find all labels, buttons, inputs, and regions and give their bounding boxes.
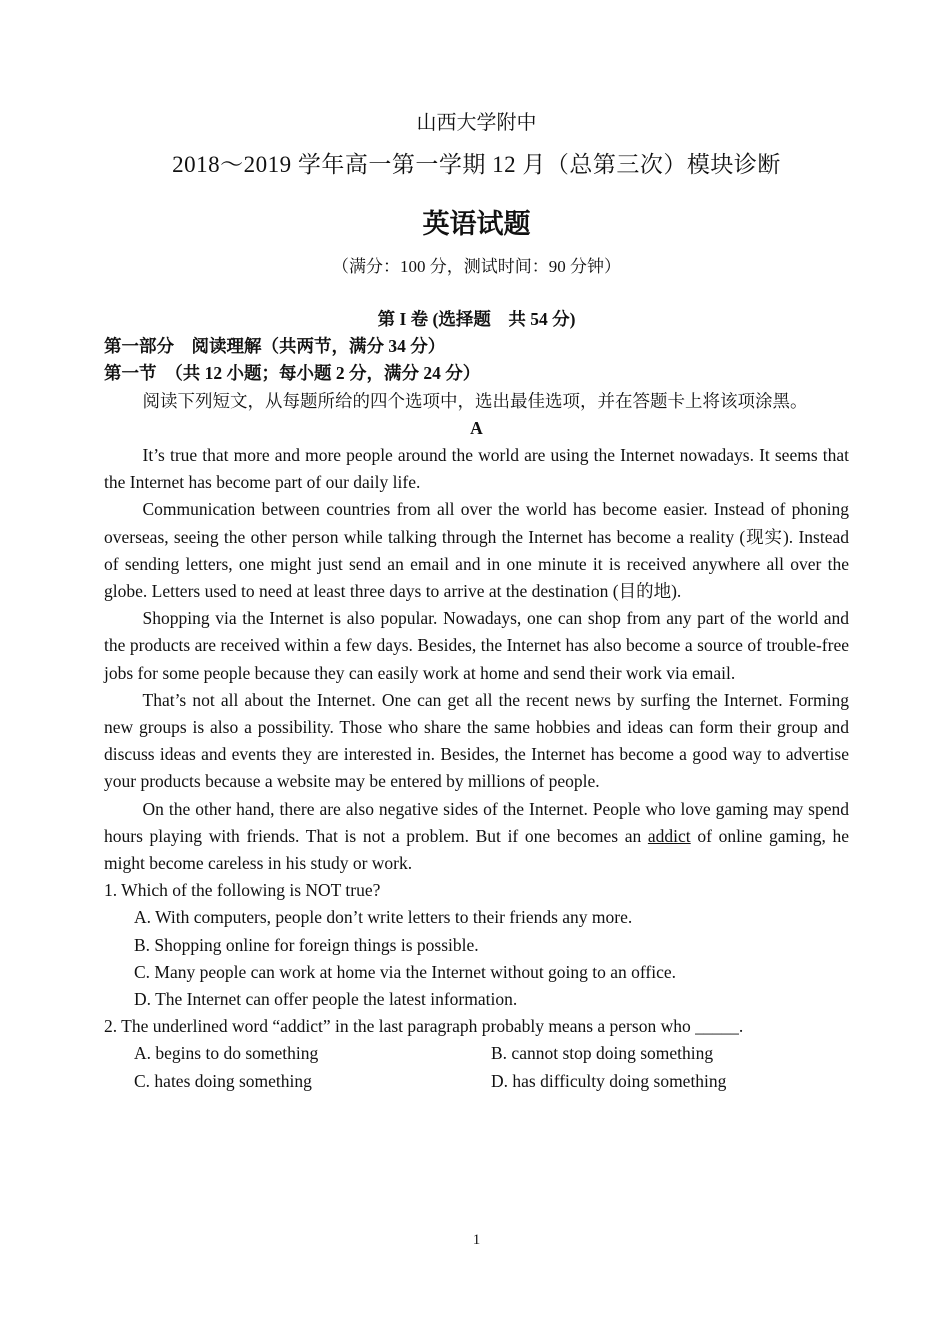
score-info: （满分：100 分，测试时间：90 分钟）: [332, 257, 621, 276]
passage-paragraph: That’s not all about the Internet. One can get all the recent news by surfing the Internet. Forming new groups is also a possibility. Those who share the same hobbies and ideas can form their group and discuss ideas and events they are interested in. Besides, the Internet has become a good way to advertise your products because a website may be entered by millions of people.: [104, 689, 849, 792]
question-option: B. cannot stop doing something: [491, 1043, 714, 1064]
option-row: [104, 1040, 849, 1067]
question-option: D. has difficulty doing something: [491, 1070, 727, 1091]
passage-paragraph: Shopping via the Internet is also popular. Nowadays, one can shop from any part of the world and the products are received within a few days. Besides, the Internet has also become a source of trouble-free jobs for some people because they can easily work at home and send their work via email.: [104, 608, 849, 683]
passage-letter: A: [470, 417, 483, 438]
question-stem: 2. The underlined word “addict” in the last paragraph probably means a person who _____.: [104, 1016, 744, 1037]
question-option: C. Many people can work at home via the Internet without going to an office.: [134, 961, 677, 982]
question-option: D. The Internet can offer people the latest information.: [134, 989, 518, 1010]
exam-body: [104, 306, 849, 1095]
question-option: C. hates doing something: [134, 1070, 312, 1091]
volume-title: 第 I 卷 (选择题 共 54 分): [377, 309, 576, 329]
exam-title: 2018～2019 学年高一第一学期 12 月（总第三次）模块诊断: [172, 152, 781, 177]
passage-paragraph-last: [104, 796, 849, 878]
option-row: [104, 1068, 849, 1095]
question-stem: 1. Which of the following is NOT true?: [104, 880, 381, 901]
part-title: 第一部分 阅读理解（共两节，满分 34 分）: [104, 336, 446, 357]
instructions: 阅读下列短文，从每题所给的四个选项中，选出最佳选项，并在答题卡上将该项涂黑。: [142, 390, 808, 411]
school-name: 山西大学附中: [416, 112, 537, 134]
section-title: 第一节 （共 12 小题；每小题 2 分，满分 24 分）: [104, 363, 481, 384]
underlined-word: addict: [647, 825, 691, 846]
passage-paragraph: It’s true that more and more people around the world are using the Internet nowadays. It seems that the Internet has become part of our daily life.: [104, 445, 849, 493]
subject-title: 英语试题: [422, 209, 531, 240]
question-option: B. Shopping online for foreign things is possible.: [134, 934, 479, 955]
page-number: 1: [472, 1232, 481, 1248]
question-option: A. begins to do something: [134, 1043, 319, 1064]
text-before: On the other hand, there are also negative sides of the Internet. People who love gaming may spend hours playing with friends. That is not a problem. But if one becomes an: [104, 798, 849, 846]
text-after: of online gaming, he might become careless in his study or work.: [104, 825, 850, 874]
question-option: A. With computers, people don’t write letters to their friends any more.: [134, 907, 633, 928]
passage-paragraph: Communication between countries from all over the world has become easier. Instead of phoning overseas, seeing the other person while talking through the Internet has become a reality (现实). Instead of sending letters, one might just send an email and in one minute it is received anywhere all over the globe. Letters used to need at least three days to arrive at the destination (目的地).: [104, 499, 849, 602]
